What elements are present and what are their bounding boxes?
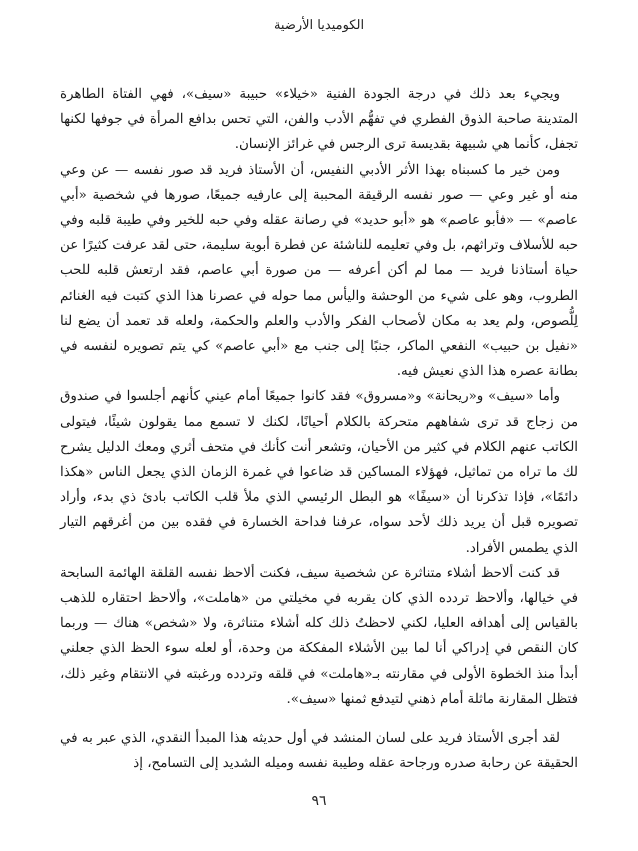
running-head: الكوميديا الأرضية [273,18,365,33]
body-text [60,82,578,776]
paragraph: قد كنت ألاحظ أشلاء متناثرة عن شخصية سيف، فكنت ألاحظ نفسه القلقة الهائمة السابحة في خيالها، وألاحظ تردده الذي كان يقربه في مخيلتي من «هاملت»، وألاحظ احتقاره للذهب بالقياس إلى أهدافه العليا، لكني لاحظتُ ذلك كله أشلاء متناثرة، ولا «شخص» هناك — وربما كان النقص في إدراكي أنا لما بين الأشلاء المفككة من وحدة، أو لعله سوء الحظ الذي جعلني أبدأ منذ الخطوة الأولى في مقارنته بـ«هاملت» في قلقه وتردده ورغبته في الانتقام وغير ذلك، فتظل المقارنة ماثلة أمام ذهني لتيدفع ثمنها «سيف». [60,565,578,707]
page-number: ٩٦ [311,793,327,809]
paragraph: ومن خير ما كسبناه بهذا الأثر الأدبي النفيس، أن الأستاذ فريد قد صور نفسه — عن وعي منه أو غير وعي — صور نفسه الرقيقة المحببة إلى عارفيه جميعًا، صورها في شخصية «أبي عاصم» — «فأبو عاصم» هو «أبو حديد» في رصانة عقله وفي حبه للخير وفي طيبة قلبه وفي حبه للأسلاف وتراثهم، بل وفي تعليمه للناشئة عن فطرة أبوية سليمة، حتى لقد عرفت كثيرًا عن حياة أستاذنا فريد — مما لم أكن أعرفه — من صورة أبي عاصم، فقد ارتعش قلبه للحب الطروب، وهو على شيء من الوحشة واليأس مما حوله في عصرنا هذا الذي كتبت فيه الغنائم لِلُّصوص، ولم يعد به مكان لأصحاب الفكر والأدب والعلم والحكمة، ولعله قد تعمد أن يضع لنا «نفيل بن حبيب» النفعي الماكر، جنبًا إلى جنب مع «أبي عاصم» كي يتم تصويره لنفسه في بطانة عصره هذا الذي نعيش فيه. [60,162,578,380]
paragraph: لقد أجرى الأستاذ فريد على لسان المنشد في أول حديثه هذا المبدأ النقدي، الذي عبر به في الحقيقة عن رحابة صدره ورجاحة عقله وطيبة نفسه وميله الشديد إلى التسامح، إذ [60,731,578,772]
paragraph: وأما «سيف» و«ريحانة» و«مسروق» فقد كانوا جميعًا أمام عيني كأنهم أجلسوا في صندوق من زجاج قد ترى شفاههم متحركة بالكلام أحيانًا، لكنك لا تسمع مما يقولون شيئًا، فيتولى الكاتب عنهم الكلام في كثير من الأحيان، وتشعر أنت كأنك في متحف أثري ومعك الدليل يشرح لك ما تراه من تماثيل، فهؤلاء المساكين قد ضاعوا في غمرة الزمان الذي يجعل الناس «هكذا دائمًا»، فإذا تذكرنا أن «سيفًا» هو البطل الرئيسي الذي ملأ قلب الكاتب بادئ ذي بدء، وأراد تصويره قبل أن يريد ذلك لأحد سواه، عرفنا فداحة الخسارة في فقده بين من أغرقهم التيار الذي يطمس الأفراد. [60,389,578,556]
paragraph: ويجيء بعد ذلك في درجة الجودة الفنية «خيلاء» حبيبة «سيف»، فهي الفتاة الطاهرة المتدينة صاحبة الذوق الفطري في تفهُّم الأدب والفن، التي تحس بدافع المرأة في جوفها لكنها تجفل، كأنما هي شبيهة بقديسة ترى الرجس في غرائز الإنسان. [60,87,578,153]
